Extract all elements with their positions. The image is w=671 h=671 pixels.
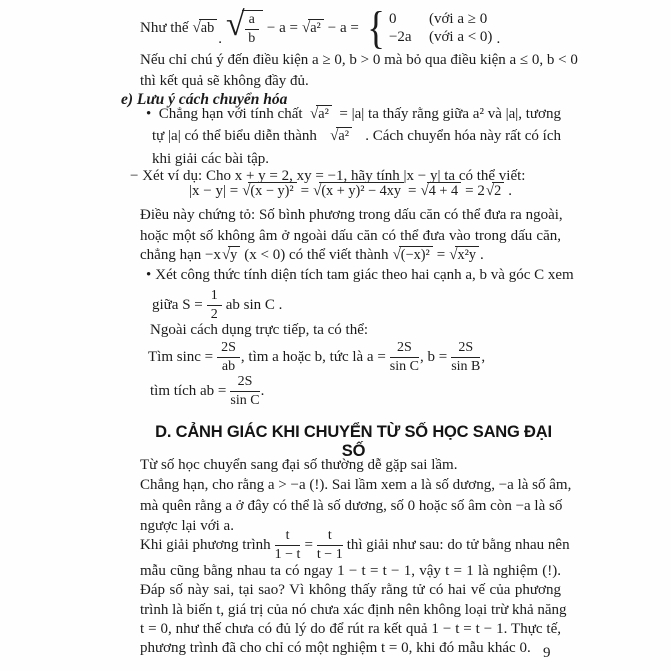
- text-line: Đáp số này sai, tại sao? Vì không thấy rằng tử có hai vế của phương: [140, 582, 561, 599]
- text-line: [152, 289, 561, 321]
- radical-sign: √: [449, 247, 458, 263]
- text-run: , tìm a hoặc b, tức là a =: [240, 348, 386, 365]
- text-line: [146, 267, 574, 287]
- radical-sign: √: [313, 183, 322, 199]
- bullet-item-area: [146, 267, 574, 322]
- fraction-2s-sinb: [451, 340, 480, 374]
- bullet-icon: •: [146, 267, 152, 283]
- case-condition: (với a < 0): [428, 28, 493, 45]
- text-line: ngược lại với a.: [140, 518, 234, 534]
- text-line: [140, 528, 570, 562]
- text-run: = |a| ta thấy rằng giữa a² và |a|, tương: [339, 106, 561, 122]
- comma: ,: [481, 348, 486, 365]
- radicand: a²: [316, 105, 332, 122]
- text-line: Nếu chỉ chú ý đến điều kiện a ≥ 0, b > 0 mà bỏ qua điều kiện a ≤ 0, b < 0: [140, 52, 578, 68]
- text-run: , b =: [419, 348, 448, 365]
- radicand: ab: [199, 19, 217, 36]
- text-run: (x < 0) có thể viết thành: [244, 247, 389, 263]
- sqrt-ab: [193, 19, 218, 36]
- radicand: (x + y)² − 4xy: [319, 182, 404, 199]
- sqrt-x-minus-y-squared: [242, 182, 296, 199]
- numerator: 2S: [390, 340, 419, 357]
- text-run: thì giải như sau: do tử bằng nhau nên: [346, 536, 570, 553]
- sqrt-a-squared: [302, 19, 324, 36]
- sqrt-2: [486, 182, 504, 199]
- sqrt-a-squared: [330, 127, 352, 144]
- equals-sign: =: [304, 536, 313, 553]
- cases-rows: [389, 11, 492, 46]
- radical-sign: √: [420, 183, 429, 199]
- paragraph-equation: [140, 528, 570, 658]
- formula-sqrt-cases: [140, 2, 501, 53]
- radicand: (−x)²: [399, 246, 433, 263]
- case-row: [389, 11, 492, 28]
- denominator: sin B: [451, 358, 481, 374]
- text-line: [140, 246, 561, 268]
- text-line: mẫu cũng bằng nhau ta có ngay 1 − t = t − 1, vậy t = 1 là nghiệm (!).: [140, 563, 561, 579]
- cases-brace: {: [367, 2, 385, 53]
- fraction-one-half: [207, 288, 222, 322]
- sqrt-x-plus-y-squared-minus-4xy: [313, 182, 404, 199]
- formula-find-sinc: [148, 340, 485, 374]
- fraction-2s-sinc: [230, 374, 259, 408]
- section-heading-d: D. CẢNH GIÁC KHI CHUYỂN TỪ SỐ HỌC SANG ĐẠI SỐ: [155, 423, 552, 460]
- sqrt-a-squared: [310, 105, 332, 122]
- denominator: ab: [221, 358, 236, 374]
- sqrt-y: [222, 246, 240, 263]
- fraction-t-over-1-minus-t: [275, 528, 301, 562]
- period: .: [479, 247, 484, 263]
- formula-find-ab: [150, 374, 264, 408]
- text-run: Xét công thức tính diện tích tam giác theo hai cạnh a, b và góc C xem: [155, 267, 574, 283]
- text-run: giữa S =: [152, 296, 203, 313]
- text-run: Tìm sinc =: [148, 348, 214, 365]
- numerator: 1: [207, 288, 222, 305]
- radicand: y: [228, 246, 240, 263]
- bullet-item-property: [146, 105, 561, 170]
- fraction-2s-ab: [217, 340, 240, 374]
- denominator: b: [248, 30, 256, 46]
- equals-sign: =: [408, 183, 417, 199]
- text-line: mà quên rằng a ở đây có thể là số dương, số 0 hoặc số âm còn −a là số: [140, 497, 563, 514]
- radicand: a²: [336, 127, 352, 144]
- numerator: t: [317, 528, 343, 545]
- period: .: [508, 183, 512, 199]
- radicand: x²y: [455, 246, 479, 263]
- radicand: 2: [492, 182, 504, 199]
- radicand: 4 + 4: [427, 182, 461, 199]
- radicand: a²: [308, 19, 324, 36]
- denominator: sin C: [389, 358, 419, 374]
- fraction-a-b: [245, 12, 259, 46]
- radical-sign: √: [392, 247, 401, 263]
- formula-abs-value: [140, 182, 561, 206]
- numerator: 2S: [451, 340, 480, 357]
- radical-sign: √: [192, 20, 201, 37]
- sqrt-4-plus-4: [421, 182, 462, 199]
- text-line: trình là biến t, giá trị của nó chưa xác định nên không loại trừ khả năng: [140, 601, 567, 618]
- radical-sign: √: [242, 183, 251, 199]
- text-line: hoặc một số không âm ở ngoài dấu căn có thể đưa vào trong dấu căn,: [140, 227, 561, 244]
- cases-block: [365, 2, 493, 53]
- paragraph-explain: [140, 205, 561, 268]
- denominator: 2: [210, 306, 218, 322]
- case-condition: (với a ≥ 0: [428, 10, 488, 27]
- text-run: |x − y| =: [189, 183, 239, 199]
- text-run: − a =: [327, 19, 359, 36]
- numerator: t: [275, 528, 301, 545]
- text-line: [152, 127, 561, 149]
- radical-sign: √: [485, 183, 495, 199]
- sqrt-x-squared-y: [449, 246, 479, 263]
- paragraph-note: [140, 50, 578, 91]
- bullet-icon: •: [146, 106, 152, 122]
- text-line: thì kết quả sẽ không đầy đủ.: [140, 72, 309, 89]
- text-run: Chẳng hạn với tính chất: [158, 106, 303, 122]
- text-run: tự |a| có thể biểu diễn thành: [152, 128, 317, 144]
- radicand: (x − y)²: [248, 182, 296, 199]
- period: .: [496, 31, 501, 47]
- numerator: 2S: [230, 374, 259, 391]
- subsection-heading-e: e) Lưu ý cách chuyển hóa: [121, 91, 288, 108]
- multiplication-dot: .: [218, 31, 222, 47]
- radical-sign: √: [301, 20, 311, 37]
- fraction-t-over-t-minus-1: [317, 528, 343, 562]
- denominator: sin C: [230, 392, 260, 408]
- text-run: Như thế: [140, 19, 189, 36]
- text-line: t = 0, như thế chưa có đủ lý do để rút ra kết quả 1 − t = t − 1. Thực tế,: [140, 620, 561, 637]
- radicand: [242, 10, 263, 46]
- example-line: − Xét ví dụ: Cho x + y = 2, xy = −1, hãy tính |x − y| ta có thể viết:: [130, 168, 526, 184]
- text-run: chẳng hạn −x: [140, 247, 221, 263]
- denominator: t − 1: [316, 546, 343, 562]
- equals-sign: =: [300, 183, 310, 199]
- text-run: . Cách chuyển hóa này rất có ích: [365, 128, 561, 144]
- text-run: − a =: [266, 19, 298, 36]
- fraction-2s-sinc: [390, 340, 419, 374]
- text-line: Chẳng hạn, cho rằng a > −a (!). Sai lầm xem a là số dương, −a là số âm,: [140, 477, 572, 493]
- method-intro-line: Ngoài cách dụng trực tiếp, ta có thể:: [150, 322, 369, 338]
- case-value: 0: [388, 10, 397, 27]
- text-line: phương trình đã cho chỉ có một nghiệm t = 0, khi đó mẫu khác 0.: [140, 640, 531, 657]
- text-run: tìm tích ab =: [150, 382, 227, 399]
- radical-sign: √: [221, 247, 231, 263]
- case-value: −2a: [388, 28, 412, 45]
- sqrt-neg-x-squared: [393, 246, 433, 263]
- radical-sign: √: [330, 128, 339, 144]
- numerator: 2S: [217, 340, 240, 357]
- text-line: Từ số học chuyển sang đại số thường dễ gặp sai lầm.: [140, 457, 458, 473]
- page-number: 9: [543, 645, 551, 661]
- text-run: ab sin C .: [225, 296, 283, 313]
- case-row: [389, 29, 492, 46]
- radical-sign: √: [225, 6, 245, 44]
- sqrt-a-over-b: [225, 6, 263, 46]
- text-run: Khi giải phương trình: [140, 536, 271, 553]
- denominator: 1 − t: [274, 546, 301, 562]
- text-line: [146, 105, 561, 127]
- equals-sign: =: [436, 247, 446, 263]
- text-line: Điều này chứng tỏ: Số bình phương trong dấu căn có thể đưa ra ngoài,: [140, 207, 563, 223]
- period: .: [260, 382, 265, 399]
- text-run: = 2: [465, 183, 485, 199]
- text-line: khi giải các bài tập.: [152, 151, 270, 167]
- radical-sign: √: [310, 106, 319, 122]
- numerator: a: [245, 12, 259, 29]
